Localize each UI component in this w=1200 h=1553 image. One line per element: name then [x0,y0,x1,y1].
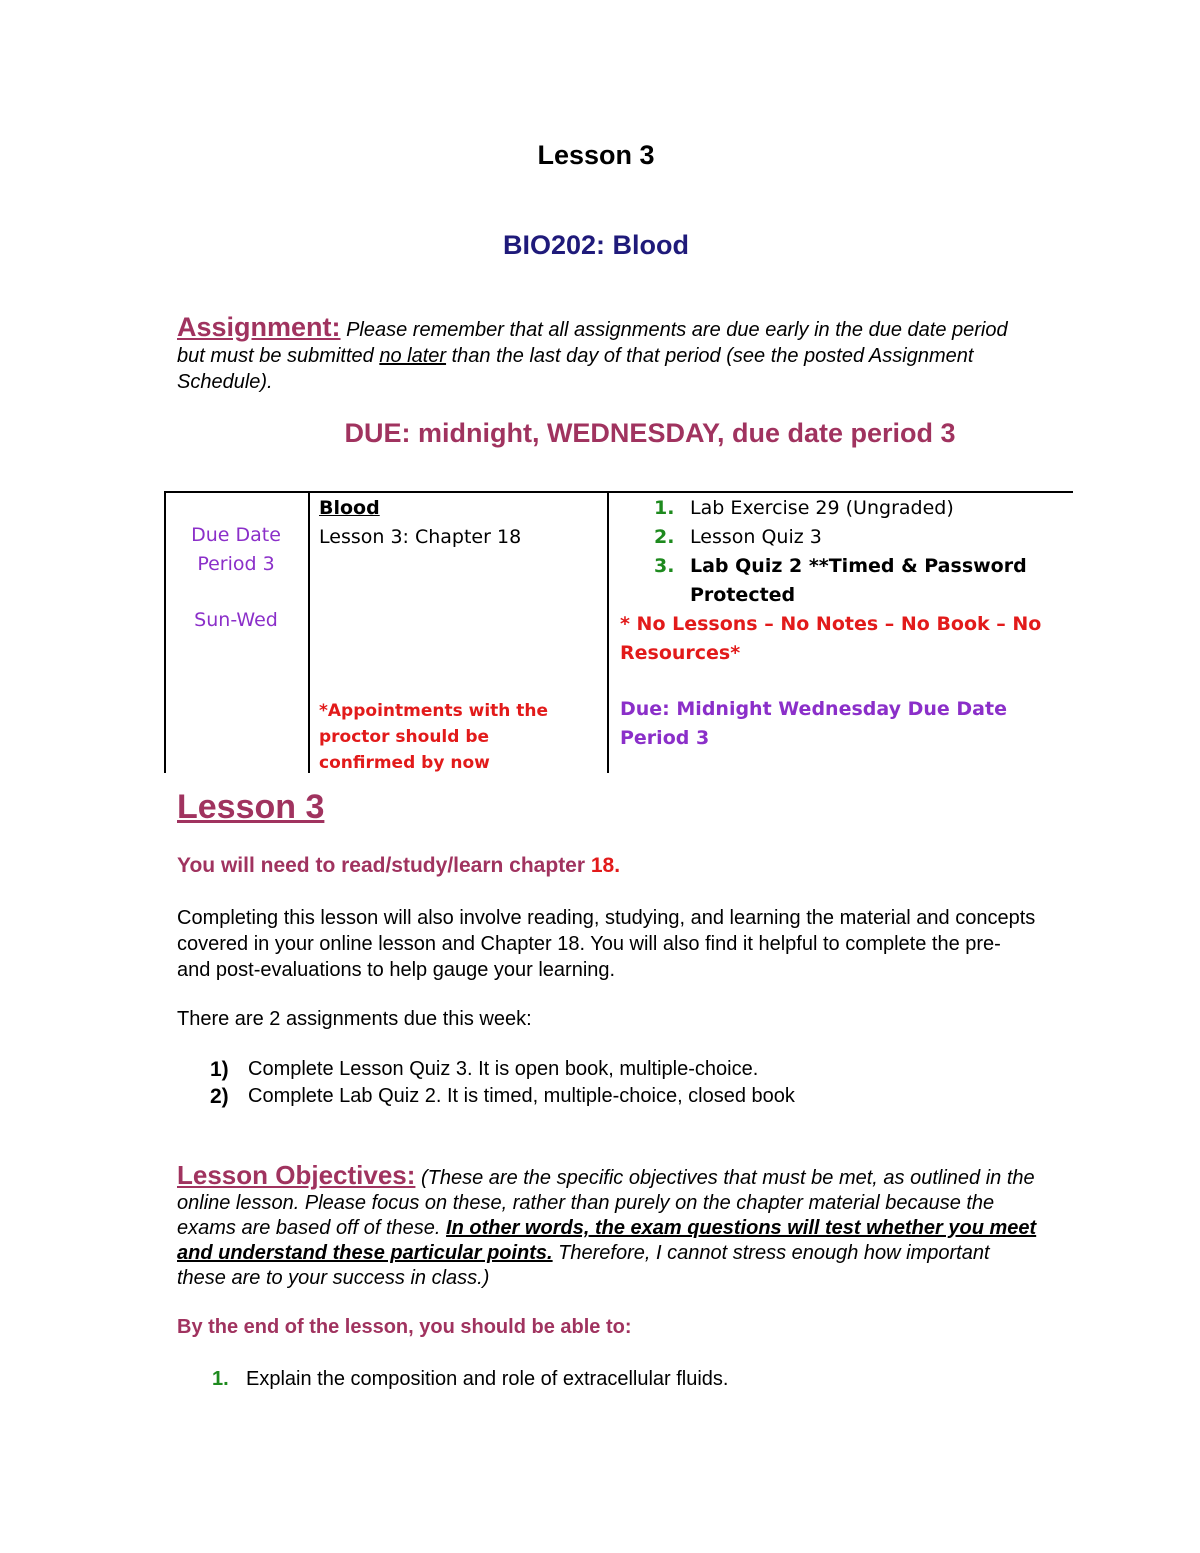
objectives-paragraph [177,1160,1037,1291]
tasks-cell [620,494,1073,753]
objectives-text-before: (These are the specific objectives that must be met, as outlined in the online lesson. Please focus on these, rather than purely on the chapter material because the exams are based off of these. [177,1167,1035,1239]
lesson-paragraph-1: Completing this lesson will also involve reading, studying, and learning the material and concepts covered in your online lesson and Chapter 18. You will also find it helpful to complete the pre- and post-evaluations to help gauge your learning. [177,907,1036,981]
objectives-list [210,1366,1030,1393]
due-note: Due: Midnight Wednesday Due Date Period 3 [620,698,1007,749]
task-number: 2. [654,526,675,548]
period-days: Sun-Wed [194,609,278,631]
assignment-label: Assignment: [177,312,341,342]
task-list [620,494,1073,610]
assignment-item-text: Complete Lab Quiz 2. It is timed, multiple-choice, closed book [248,1085,795,1107]
course-title: BIO202: Blood [502,230,690,260]
list-item [620,494,1073,523]
list-item [210,1056,1030,1083]
assignment-item-text: Complete Lesson Quiz 3. It is open book, multiple-choice. [248,1058,759,1080]
list-item [620,523,1073,552]
table-divider-1 [308,491,310,773]
schedule-table [164,491,1073,773]
end-of-lesson-heading: By the end of the lesson, you should be able to: [177,1316,632,1338]
assignment-paragraph [177,314,1037,395]
spacer [164,579,308,606]
period-line1: Due Date [191,524,281,546]
objective-text: Explain the composition and role of extracellular fluids. [246,1368,729,1390]
task-text: Lesson Quiz 3 [690,526,822,548]
assignment-text-before: Please remember that all assignments are due early in the due date period but must be submitted [177,319,1008,367]
topic-heading: Blood [319,497,380,519]
reading-text: You will need to read/study/learn chapter [177,854,591,877]
table-divider-2 [607,491,609,773]
objectives-label: Lesson Objectives: [177,1160,416,1190]
table-top-border [164,491,1073,493]
task-number: 1. [654,497,675,519]
objectives-text-after: Therefore, I cannot stress enough how important these are to your success in class.) [177,1242,990,1289]
topic-cell [319,494,599,773]
assignments-list [210,1056,1030,1110]
assignment-underlined: no later [379,345,447,367]
reading-chapter: 18. [590,854,621,877]
period-line2: Period 3 [197,553,275,575]
list-item [210,1366,1030,1393]
proctor-note: *Appointments with the proctor should be confirmed by now [319,701,549,773]
due-banner: DUE: midnight, WEDNESDAY, due date period 3 [344,418,956,448]
lesson-heading: Lesson 3 [177,788,325,826]
topic-chapter: Lesson 3: Chapter 18 [319,526,522,548]
lesson-paragraph-2: There are 2 assignments due this week: [177,1008,532,1030]
period-cell [164,521,308,635]
assignment-number: 2) [210,1085,229,1108]
task-number: 3. [654,555,675,577]
no-resources-warning: * No Lessons – No Notes – No Book – No Resources* [620,613,1042,664]
list-item [210,1083,1030,1110]
assignment-text-after: than the last day of that period (see the posted Assignment Schedule). [177,345,974,393]
assignment-number: 1) [210,1058,229,1081]
objective-number: 1. [212,1368,229,1390]
reading-instruction [177,854,620,878]
task-text: Lab Quiz 2 **Timed & Password Protected [690,555,1027,606]
page-title: Lesson 3 [537,140,655,170]
list-item [620,552,1073,610]
objectives-emphasis: In other words, the exam questions will test whether you meet and understand these particular points. [177,1217,1037,1264]
task-text: Lab Exercise 29 (Ungraded) [690,497,954,519]
